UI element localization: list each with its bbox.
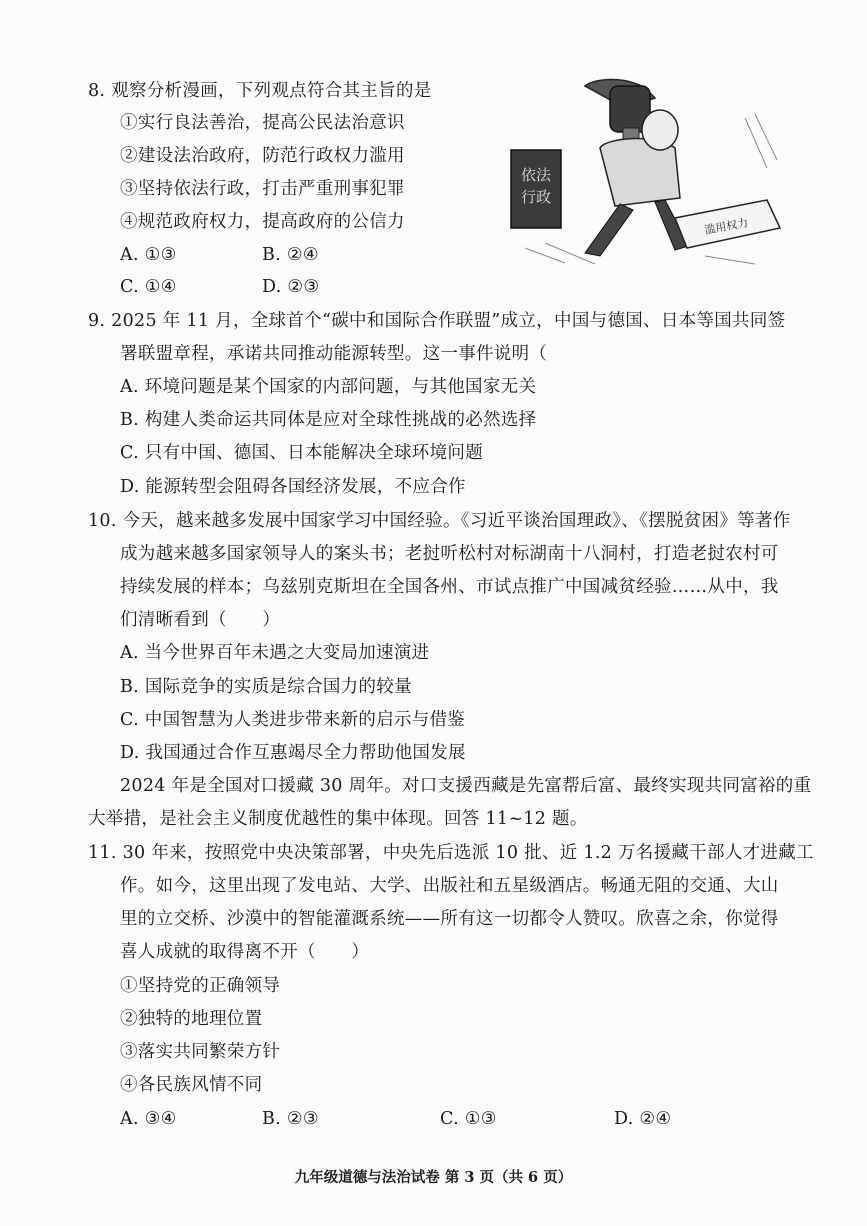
q9-option-d: D. 能源转型会阻碍各国经济发展，不应合作: [120, 477, 466, 497]
q11-item-3: ③落实共同繁荣方针: [120, 1042, 281, 1062]
q8-option-c: C. ①④: [120, 277, 177, 297]
q10-option-d: D. 我国通过合作互惠竭尽全力帮助他国发展: [120, 743, 466, 763]
q8-stem: 8. 观察分析漫画，下列观点符合其主旨的是: [88, 81, 432, 101]
q11-option-b: B. ②③: [262, 1109, 319, 1129]
q11-item-1: ①坚持党的正确领导: [120, 976, 281, 996]
q11-option-c: C. ①③: [440, 1109, 497, 1129]
passage-line-2: 大举措，是社会主义制度优越性的集中体现。回答 11~12 题。: [88, 809, 588, 829]
passage-line-1: 2024 年是全国对口援藏 30 周年。对口支援西藏是先富帮后富、最终实现共同富裕的重: [120, 776, 812, 796]
cartoon-paper-text: 滥用权力: [703, 216, 750, 237]
q9-stem-line-1: 9. 2025 年 11 月，全球首个“碳中和国际合作联盟”成立，中国与德国、日本等国共同签: [88, 311, 786, 331]
q10-stem-line-1: 10. 今天，越来越多发展中国家学习中国经验。《习近平谈治国理政》、《摆脱贫困》等著作: [88, 511, 791, 531]
q11-item-4: ④各民族风情不同: [120, 1075, 263, 1095]
q8-option-b: B. ②④: [262, 245, 319, 265]
q9-stem-line-2: 署联盟章程，承诺共同推动能源转型。这一事件说明（: [120, 344, 548, 364]
cartoon-book-text-1: 依法: [520, 166, 552, 184]
q8-item-1: ①实行良法善治，提高公民法治意识: [120, 113, 405, 133]
q10-option-b: B. 国际竞争的实质是综合国力的较量: [120, 677, 412, 697]
q11-stem-line-2: 作。如今，这里出现了发电站、大学、出版社和五星级酒店。畅通无阻的交通、大山: [120, 876, 779, 896]
q10-stem-line-2: 成为越来越多国家领导人的案头书；老挝听松村对标湖南十八洞村，打造老挝农村可: [120, 544, 779, 564]
q10-stem-line-3: 持续发展的样本；乌兹别克斯坦在全国各州、市试点推广中国减贫经验……从中，我: [120, 577, 779, 597]
q8-item-3: ③坚持依法行政，打击严重刑事犯罪: [120, 179, 405, 199]
q8-item-4: ④规范政府权力，提高政府的公信力: [120, 212, 405, 232]
q8-option-a: A. ①③: [120, 245, 177, 265]
q9-option-c: C. 只有中国、德国、日本能解决全球环境问题: [120, 443, 483, 463]
q11-stem-line-4: 喜人成就的取得离不开（ ）: [120, 942, 370, 962]
q11-option-a: A. ③④: [120, 1109, 177, 1129]
q9-option-b: B. 构建人类命运共同体是应对全球性挑战的必然选择: [120, 410, 537, 430]
q10-option-a: A. 当今世界百年未遇之大变局加速演进: [120, 643, 430, 663]
q11-stem-line-3: 里的立交桥、沙漠中的智能灌溉系统——所有这一切都令人赞叹。欣喜之余，你觉得: [120, 909, 779, 929]
cartoon-illustration: [505, 78, 785, 270]
page-footer: 九年级道德与法治试卷 第 3 页（共 6 页）: [294, 1169, 573, 1186]
cartoon-book-text-2: 行政: [520, 188, 552, 206]
q11-item-2: ②独特的地理位置: [120, 1009, 263, 1029]
q11-option-d: D. ②④: [614, 1109, 672, 1129]
q10-option-c: C. 中国智慧为人类进步带来新的启示与借鉴: [120, 710, 466, 730]
q8-option-d: D. ②③: [262, 277, 320, 297]
q8-item-2: ②建设法治政府，防范行政权力滥用: [120, 146, 405, 166]
q9-option-a: A. 环境问题是某个国家的内部问题，与其他国家无关: [120, 377, 537, 397]
q10-stem-line-4: 们清晰看到（ ）: [120, 610, 281, 630]
q11-stem-line-1: 11. 30 年来，按照党中央决策部署，中央先后选派 10 批、近 1.2 万名援藏干部人才进藏工: [88, 843, 814, 863]
